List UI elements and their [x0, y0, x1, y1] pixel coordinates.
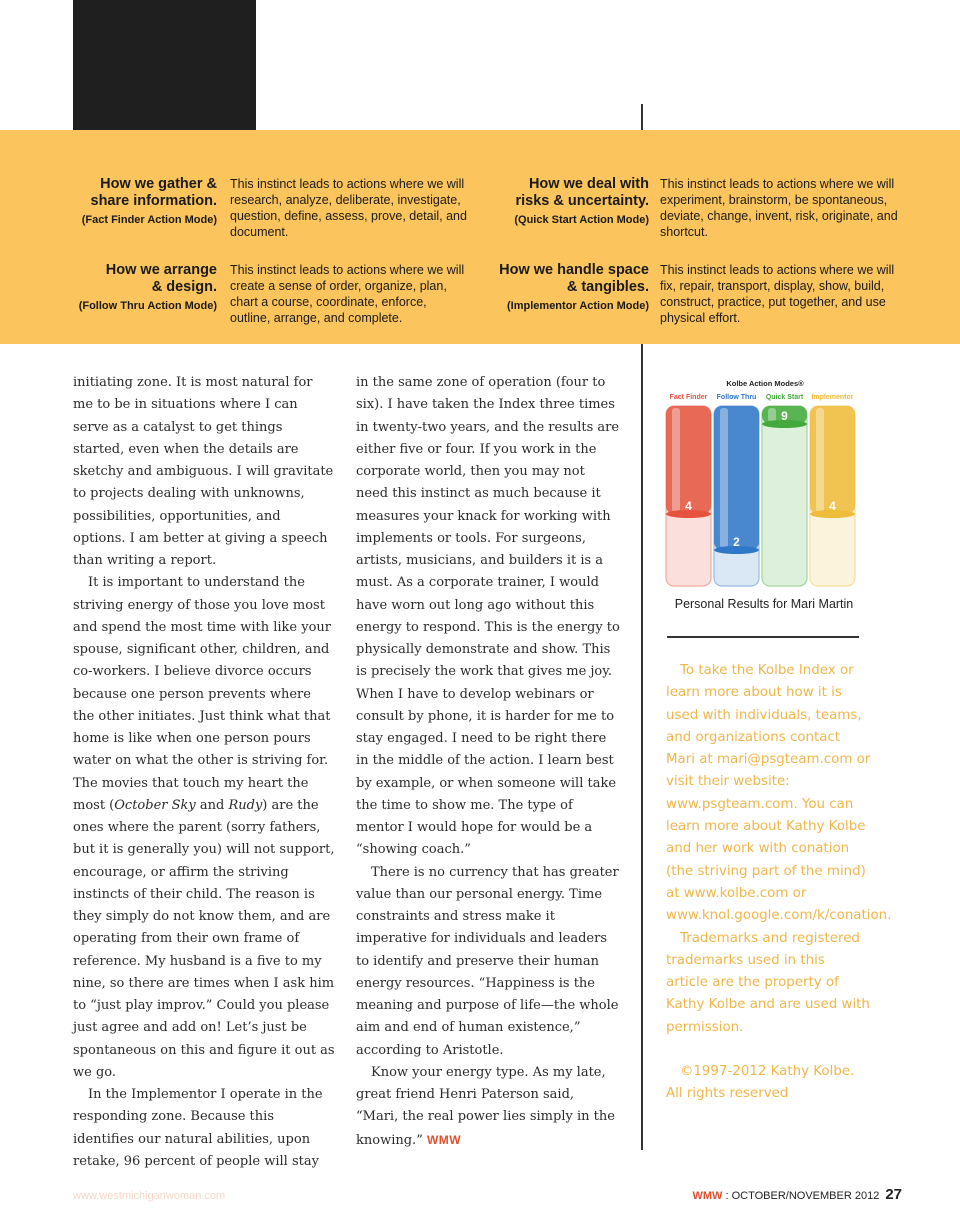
paragraph: Know your energy type. As my late, great friend Henri Paterson said, “Mari, the real power lies simply in the knowing.” WMW	[356, 1064, 615, 1148]
chart-bar-highlight	[768, 408, 776, 422]
paragraph: in the same zone of operation (four to six). I have taken the Index three times in twenty-two years, and the results are either five or four. If you work in the corporate world, then you may not need this instinct as much because it measures your knack for working with implements or tools. For surgeons, artists, musicians, and builders it is a must. As a corporate trainer, I would have worn out long ago without this energy to respond. This is the energy to physically demonstrate and show. This is precisely the work that gives me joy. When I have to develop webinars or consult by phone, it is harder for me to stay engaged. I need to be right there in the middle of the action. I learn best by example, or when someone will take the time to show me. The type of mentor I would hope for would be a “showing coach.”	[356, 375, 620, 858]
chart-category-label: Follow Thru	[716, 394, 757, 401]
paragraph: There is no currency that has greater value than our personal energy. Time constraints and stress make it imperative for individuals and leaders to identify and preserve their human energy resources. “Happiness is the meaning and purpose of life—the whole aim and end of human existence,” according to Aristotle.	[356, 864, 619, 1058]
instinct-fact-finder	[60, 176, 217, 226]
chart-bar-highlight	[672, 408, 680, 512]
instinct-follow-thru	[60, 262, 217, 312]
chart-value-label: 4	[685, 499, 692, 513]
wmw-end-mark: WMW	[426, 1132, 462, 1147]
chart-category-label: Fact Finder	[669, 394, 708, 401]
column-divider	[641, 344, 643, 1150]
sidebar-paragraph: To take the Kolbe Index or learn more about how it is used with individuals, teams, and organizations contact Mari at mari@psgteam.com or visit their website: www.psgteam.com. You can learn more about Kathy Kolbe and her work with conation (the striving part of the mind) at www.kolbe.com or www.knol.google.com/k/conation.	[666, 663, 892, 924]
chart-value-label: 2	[733, 535, 740, 549]
column-divider-top	[641, 104, 643, 130]
instinct-title: How we gather & share information.	[90, 176, 217, 209]
chart-category-label: Quick Start	[765, 394, 804, 401]
chart-column-background	[762, 406, 807, 586]
chart-title: Kolbe Action Modes®	[726, 379, 804, 388]
paragraph: In the Implementor I operate in the responding zone. Because this identifies our natural abilities, upon retake, 96 percent of people will stay	[73, 1087, 323, 1169]
instinct-quick-start	[478, 176, 649, 226]
instinct-mode: (Follow Thru Action Mode)	[78, 300, 217, 312]
page-number: 27	[885, 1186, 902, 1203]
instinct-description: This instinct leads to actions where we will research, analyze, deliberate, investigate, question, define, assess, prove, detail, and document.	[230, 177, 467, 239]
sidebar-divider	[667, 636, 859, 638]
instinct-title: How we deal with risks & uncertainty.	[515, 176, 649, 209]
footer-brand: WMW	[692, 1190, 723, 1202]
footer-url[interactable]: www.westmichiganwoman.com	[73, 1190, 226, 1202]
sidebar-copyright: ©1997-2012 Kathy Kolbe. All rights reserved	[666, 1064, 855, 1102]
footer-issue-date: : OCTOBER/NOVEMBER 2012	[722, 1190, 880, 1202]
chart-category-label: Implementor	[811, 394, 854, 401]
chart-bar-highlight	[816, 408, 824, 512]
instinct-mode: (Quick Start Action Mode)	[514, 214, 649, 226]
article-column-2	[356, 372, 620, 1152]
instinct-implementor	[478, 262, 649, 312]
film-title: Rudy	[228, 797, 263, 813]
film-title: October Sky	[114, 797, 196, 813]
instinct-mode: (Fact Finder Action Mode)	[81, 214, 217, 226]
instinct-mode: (Implementor Action Mode)	[507, 300, 649, 312]
article-column-1	[73, 372, 335, 1173]
instinct-title: How we handle space & tangibles.	[499, 262, 649, 295]
footer-issue	[692, 1186, 902, 1203]
paragraph: initiating zone. It is most natural for me to be in situations where I can serve as a catalyst to get things started, even when the details are sketchy and ambiguous. I will gravitate to projects dealing with unknowns, possibilities, opportunities, and options. I am better at giving a speech than writing a report.	[73, 375, 334, 568]
sidebar-paragraph: Trademarks and registered trademarks used in this article are the property of Kathy Kolbe and are used with permission.	[666, 930, 870, 1035]
instinct-description: This instinct leads to actions where we will create a sense of order, organize, plan, chart a course, coordinate, enforce, outline, arrange, and complete.	[230, 263, 465, 325]
chart-value-label: 4	[829, 499, 836, 513]
chart-value-label: 9	[781, 409, 788, 423]
kolbe-chart	[660, 376, 870, 591]
sidebar-info	[666, 660, 892, 1106]
instinct-description: This instinct leads to actions where we will fix, repair, transport, display, show, build, construct, practice, put together, and use physical effort.	[660, 263, 895, 325]
chart-caption: Personal Results for Mari Martin	[674, 597, 854, 611]
paragraph: It is important to understand the striving energy of those you love most and spend the most time with like your spouse, significant other, children, and co-workers. I believe divorce occurs because one person prevents where the other initiates. Just think what that home is like when one person pours water on what the other is striving for. The movies that touch my heart the most (October Sky and Rudy) are the ones where the parent (sorry fathers, but it is generally you) will not support, encourage, or affirm the striving instincts of their child. The reason is they simply do not know them, and are operating from their own frame of reference. My husband is a five to my nine, so there are times when I ask him to “just play improv.” Could you please just agree and add on! Let’s just be spontaneous on this and figure it out as we go.	[73, 575, 335, 1080]
instinct-description: This instinct leads to actions where we will experiment, brainstorm, be spontaneous, deviate, change, invent, risk, originate, and shortcut.	[660, 177, 898, 239]
instinct-title: How we arrange & design.	[105, 262, 217, 295]
chart-bar-highlight	[720, 408, 728, 548]
